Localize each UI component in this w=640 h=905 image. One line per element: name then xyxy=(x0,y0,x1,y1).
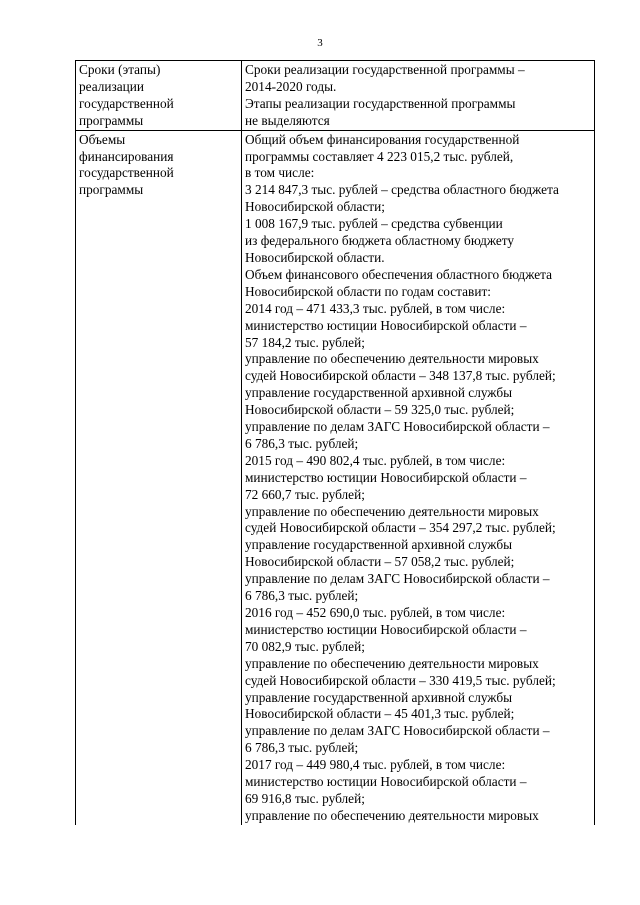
content-line: Новосибирской области – 59 325,0 тыс. рублей; xyxy=(245,402,515,418)
content-line: управление государственной архивной службы xyxy=(245,689,513,705)
content-line: 6 786,3 тыс. рублей; xyxy=(245,435,359,451)
content-line: не выделяются xyxy=(245,112,330,128)
content-line: Новосибирской области; xyxy=(245,199,385,215)
content-line: судей Новосибирской области – 354 297,2 тыс. рублей; xyxy=(245,520,556,536)
label-line: программы xyxy=(79,182,144,198)
content-line: министерство юстиции Новосибирской области – xyxy=(245,774,527,790)
label-line: программы xyxy=(79,112,144,128)
content-line: из федерального бюджета областному бюджету xyxy=(245,233,515,249)
content-line: управление по обеспечению деятельности мировых xyxy=(245,807,539,823)
row-content-financing xyxy=(242,130,595,825)
content-line: Новосибирской области – 45 401,3 тыс. рублей; xyxy=(245,706,515,722)
table-row-timeline xyxy=(76,61,595,131)
content-line: 57 184,2 тыс. рублей; xyxy=(245,334,365,350)
content-line: управление государственной архивной службы xyxy=(245,537,513,553)
content-line: 2015 год – 490 802,4 тыс. рублей, в том числе: xyxy=(245,452,506,468)
row-content-timeline xyxy=(242,61,595,131)
content-line: судей Новосибирской области – 330 419,5 тыс. рублей; xyxy=(245,672,556,688)
label-line: финансирования xyxy=(79,148,174,164)
content-line: управление по обеспечению деятельности мировых xyxy=(245,503,539,519)
label-line: реализации xyxy=(79,78,144,94)
label-line: Сроки (этапы) xyxy=(79,62,161,77)
program-passport-table xyxy=(75,60,595,825)
content-line: Сроки реализации государственной программы – xyxy=(245,62,525,77)
content-line: управление по делам ЗАГС Новосибирской области – xyxy=(245,419,550,435)
page-number: 3 xyxy=(317,37,323,49)
content-line: Объем финансового обеспечения областного бюджета xyxy=(245,266,552,282)
content-line: управление по делам ЗАГС Новосибирской области – xyxy=(245,571,550,587)
content-line: Новосибирской области – 57 058,2 тыс. рублей; xyxy=(245,554,515,570)
label-line: государственной xyxy=(79,95,174,111)
content-line: 2016 год – 452 690,0 тыс. рублей, в том числе: xyxy=(245,605,506,620)
content-line: 3 214 847,3 тыс. рублей – средства областного бюджета xyxy=(245,182,559,198)
content-line: Общий объем финансирования государственной xyxy=(245,131,520,147)
row-label-timeline xyxy=(76,61,242,131)
content-line: министерство юстиции Новосибирской области – xyxy=(245,621,527,637)
content-line: судей Новосибирской области – 348 137,8 тыс. рублей; xyxy=(245,368,556,384)
content-line: Новосибирской области. xyxy=(245,249,385,265)
label-line: государственной xyxy=(79,165,174,181)
content-line: управление по обеспечению деятельности мировых xyxy=(245,351,539,367)
content-line: 2017 год – 449 980,4 тыс. рублей, в том числе: xyxy=(245,757,506,773)
content-line: 2014 год – 471 433,3 тыс. рублей, в том числе: xyxy=(245,300,506,316)
content-line: программы составляет 4 223 015,2 тыс. рублей, xyxy=(245,148,514,164)
content-line: 72 660,7 тыс. рублей; xyxy=(245,486,365,502)
content-line: министерство юстиции Новосибирской области – xyxy=(245,317,527,333)
content-line: 1 008 167,9 тыс. рублей – средства субвенции xyxy=(245,216,503,232)
content-line: управление государственной архивной службы xyxy=(245,385,513,401)
content-line: министерство юстиции Новосибирской области – xyxy=(245,469,527,485)
table-row-financing xyxy=(76,130,595,825)
content-line: 6 786,3 тыс. рублей; xyxy=(245,740,359,756)
content-line: управление по обеспечению деятельности мировых xyxy=(245,655,539,671)
content-line: 2014-2020 годы. xyxy=(245,78,337,94)
label-line: Объемы xyxy=(79,131,126,147)
content-line: управление по делам ЗАГС Новосибирской области – xyxy=(245,723,550,739)
row-label-financing xyxy=(76,130,242,825)
content-line: Новосибирской области по годам составит: xyxy=(245,283,491,299)
content-line: Этапы реализации государственной программы xyxy=(245,95,516,111)
content-line: 69 916,8 тыс. рублей; xyxy=(245,790,365,806)
content-line: 6 786,3 тыс. рублей; xyxy=(245,588,359,604)
content-line: 70 082,9 тыс. рублей; xyxy=(245,638,365,654)
content-line: в том числе: xyxy=(245,165,315,181)
